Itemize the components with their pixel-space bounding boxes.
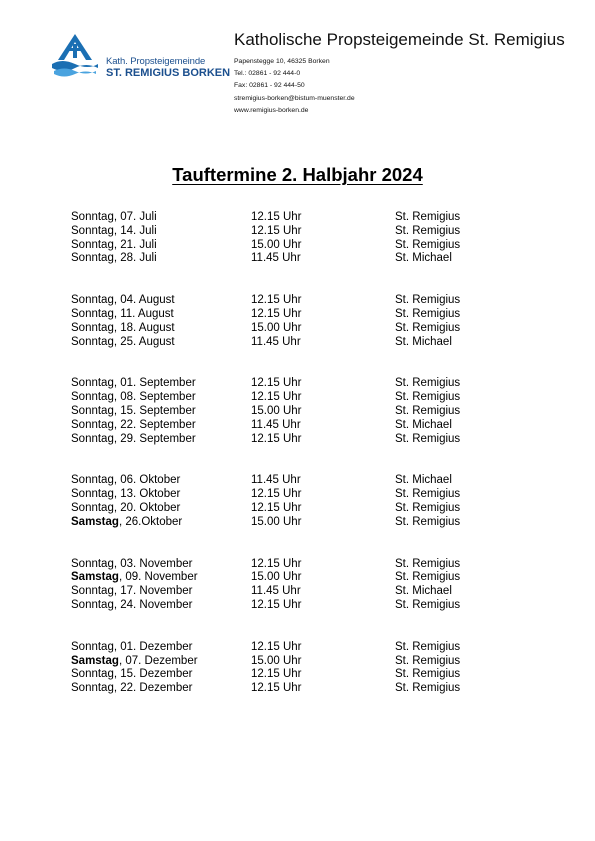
- date-cell: [71, 225, 157, 239]
- time-cell: 15.00 Uhr: [251, 238, 302, 251]
- time-cell: 12.15 Uhr: [251, 668, 302, 681]
- church-cell: St. Michael: [395, 474, 452, 487]
- time-cell: 12.15 Uhr: [251, 294, 302, 307]
- date-cell: [71, 377, 196, 391]
- church-cell: St. Remigius: [395, 307, 461, 320]
- email-link[interactable]: stremigius-borken@bistum-muenster.de: [234, 94, 355, 102]
- weekday-bold: Samstag: [71, 571, 119, 584]
- date-text: , 09. November: [118, 571, 198, 584]
- date-cell: [71, 252, 157, 266]
- weekday-bold: Samstag: [71, 654, 119, 667]
- date-cell: [71, 682, 192, 696]
- church-cell: St. Remigius: [395, 377, 461, 390]
- date-cell: [71, 433, 196, 447]
- date-text: Sonntag, 01. September: [71, 377, 196, 390]
- church-cell: St. Michael: [395, 418, 452, 431]
- church-cell: St. Remigius: [395, 501, 461, 514]
- date-cell: [71, 419, 196, 433]
- date-text: Sonntag, 20. Oktober: [71, 501, 181, 514]
- date-text: Sonntag, 18. August: [71, 321, 175, 334]
- date-text: Sonntag, 29. September: [71, 432, 196, 445]
- time-cell: 12.15 Uhr: [251, 391, 302, 404]
- weekday-bold: Samstag: [71, 515, 119, 528]
- church-cell: St. Remigius: [395, 654, 461, 667]
- church-cell: St. Michael: [395, 252, 452, 265]
- time-cell: 15.00 Uhr: [251, 571, 302, 584]
- church-logo-icon: [50, 30, 100, 78]
- church-cell: St. Remigius: [395, 391, 461, 404]
- time-cell: 12.15 Uhr: [251, 224, 302, 237]
- organization-name: Katholische Propsteigemeinde St. Remigius: [234, 30, 565, 49]
- date-text: Sonntag, 03. November: [71, 557, 193, 570]
- time-cell: 11.45 Uhr: [251, 335, 301, 348]
- church-cell: St. Remigius: [395, 515, 461, 528]
- date-cell: [71, 308, 174, 322]
- phone: Tel.: 02861 - 92 444-0: [234, 70, 301, 78]
- date-cell: [71, 239, 157, 253]
- time-cell: 12.15 Uhr: [251, 488, 302, 501]
- date-text: Sonntag, 14. Juli: [71, 224, 157, 237]
- date-cell: [71, 599, 192, 613]
- time-cell: 12.15 Uhr: [251, 682, 302, 695]
- church-cell: St. Remigius: [395, 321, 461, 334]
- date-cell: [71, 294, 175, 308]
- address: Papenstegge 10, 46325 Borken: [234, 58, 330, 65]
- date-text: Sonntag, 06. Oktober: [71, 474, 181, 487]
- time-cell: 11.45 Uhr: [251, 474, 301, 487]
- date-text: , 07. Dezember: [118, 654, 198, 667]
- date-text: Sonntag, 15. September: [71, 404, 196, 417]
- time-cell: 11.45 Uhr: [251, 585, 301, 598]
- time-cell: 12.15 Uhr: [251, 640, 302, 653]
- date-text: Sonntag, 13. Oktober: [71, 488, 181, 501]
- date-cell: [71, 585, 192, 599]
- date-text: Sonntag, 22. Dezember: [71, 682, 193, 695]
- time-cell: 12.15 Uhr: [251, 501, 302, 514]
- church-cell: St. Remigius: [395, 224, 461, 237]
- parish-logo: [50, 30, 230, 80]
- website-link[interactable]: www.remigius-borken.de: [234, 106, 309, 114]
- date-cell: [71, 502, 180, 516]
- date-text: Sonntag, 15. Dezember: [71, 668, 193, 681]
- church-cell: St. Remigius: [395, 682, 461, 695]
- church-cell: St. Remigius: [395, 571, 461, 584]
- logo-subtitle: Kath. Propsteigemeinde: [106, 56, 206, 67]
- time-cell: 12.15 Uhr: [251, 598, 302, 611]
- date-cell: [71, 571, 198, 585]
- contact-info: [234, 56, 355, 117]
- church-cell: St. Remigius: [395, 598, 461, 611]
- church-cell: St. Remigius: [395, 238, 461, 251]
- date-text: , 26.Oktober: [118, 515, 183, 528]
- time-cell: 12.15 Uhr: [251, 377, 302, 390]
- date-text: Sonntag, 17. November: [71, 585, 193, 598]
- date-text: Sonntag, 21. Juli: [71, 238, 157, 251]
- date-cell: [71, 391, 196, 405]
- church-cell: St. Remigius: [395, 640, 461, 653]
- church-cell: St. Michael: [395, 585, 452, 598]
- church-cell: St. Michael: [395, 335, 452, 348]
- church-cell: St. Remigius: [395, 488, 461, 501]
- date-text: Sonntag, 22. September: [71, 418, 196, 431]
- date-cell: [71, 474, 180, 488]
- date-cell: [71, 322, 175, 336]
- date-text: Sonntag, 24. November: [71, 598, 193, 611]
- church-cell: St. Remigius: [395, 404, 461, 417]
- time-cell: 15.00 Uhr: [251, 515, 302, 528]
- date-text: Sonntag, 07. Juli: [71, 211, 157, 223]
- date-cell: [71, 668, 192, 682]
- date-text: Sonntag, 25. August: [71, 335, 175, 348]
- time-cell: 12.15 Uhr: [251, 432, 302, 445]
- date-cell: [71, 211, 157, 225]
- time-cell: 12.15 Uhr: [251, 211, 302, 223]
- church-cell: St. Remigius: [395, 432, 461, 445]
- church-cell: St. Remigius: [395, 294, 461, 307]
- time-cell: 12.15 Uhr: [251, 557, 302, 570]
- date-text: Sonntag, 01. Dezember: [71, 640, 193, 653]
- date-cell: [71, 488, 180, 502]
- time-cell: 12.15 Uhr: [251, 307, 302, 320]
- date-cell: [71, 558, 192, 572]
- date-cell: [71, 641, 192, 655]
- date-cell: [71, 516, 182, 530]
- church-cell: St. Remigius: [395, 211, 461, 223]
- time-cell: 15.00 Uhr: [251, 654, 302, 667]
- time-cell: 15.00 Uhr: [251, 404, 302, 417]
- date-cell: [71, 405, 196, 419]
- date-text: Sonntag, 11. August: [71, 307, 174, 320]
- date-cell: [71, 655, 198, 669]
- time-cell: 11.45 Uhr: [251, 252, 301, 265]
- church-cell: St. Remigius: [395, 557, 461, 570]
- date-text: Sonntag, 08. September: [71, 391, 196, 404]
- date-cell: [71, 336, 175, 350]
- church-cell: St. Remigius: [395, 668, 461, 681]
- time-cell: 15.00 Uhr: [251, 321, 302, 334]
- time-cell: 11.45 Uhr: [251, 418, 301, 431]
- date-text: Sonntag, 28. Juli: [71, 252, 157, 265]
- page-title: Tauftermine 2. Halbjahr 2024: [172, 164, 423, 185]
- date-text: Sonntag, 04. August: [71, 294, 175, 307]
- fax: Fax: 02861 - 92 444-50: [234, 82, 305, 90]
- logo-title: ST. REMIGIUS BORKEN: [106, 67, 231, 79]
